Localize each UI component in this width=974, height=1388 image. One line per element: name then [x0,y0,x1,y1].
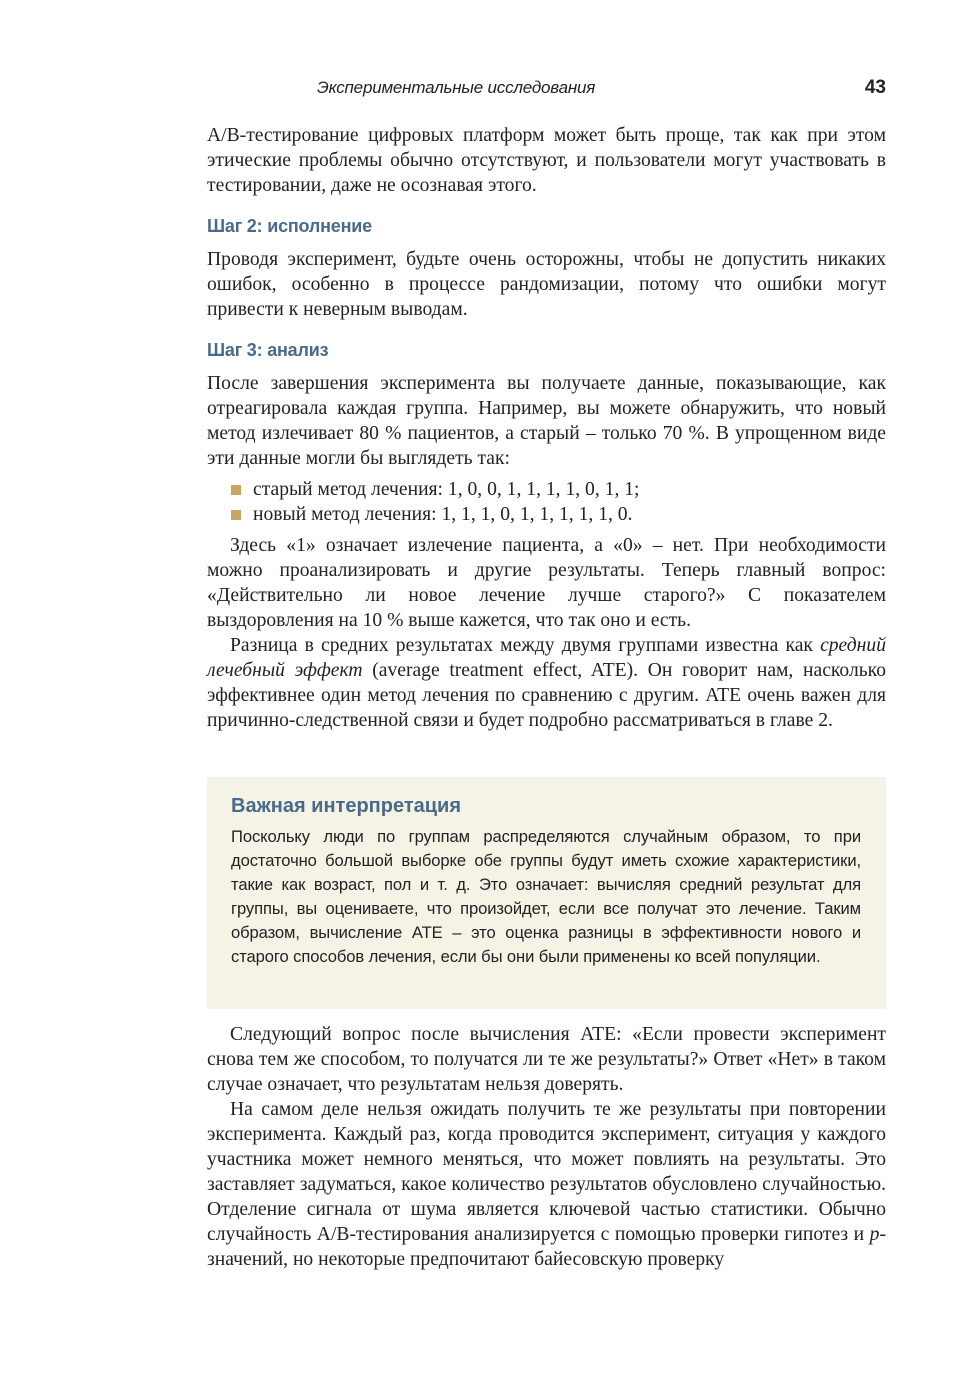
paragraph-text: (average treatment effect, ATE). Он говорит нам, насколько эффективнее один метод лечения по сравнению с другим. ATE очень важен для причинно-следственной связи и будет подробно рассматриваться в главе 2. [207,660,886,731]
p-value-italic: p [869,1224,880,1245]
step3-heading: Шаг 3: анализ [207,340,329,360]
square-bullet-icon [231,510,241,520]
step3-paragraph-3 [207,633,886,733]
after-callout-paragraph-2 [207,1097,886,1272]
running-title: Экспериментальные исследования [317,78,596,97]
page-number: 43 [864,77,886,98]
paragraph-text: На самом деле нельзя ожидать получить те же результаты при повторении эксперимента. Каждый раз, когда проводится эксперимент, ситуация у каждого участника может немного меняться, что может повлиять на результаты. Это заставляет задуматься, какое количество результатов обусловлено случайностью. Отделение сигнала от шума является ключевой частью статистики. Обычно случайность A/B-тестирования анализируется с помощью проверки гипотез и [207,1099,886,1245]
callout-box [207,777,886,1009]
list-item [207,477,886,502]
list-item-text: старый метод лечения: 1, 0, 0, 1, 1, 1, 1, 0, 1, 1; [253,479,640,500]
list-item [207,502,886,527]
after-callout-paragraph-1: Следующий вопрос после вычисления ATE: «Если провести эксперимент снова тем же способом, то получатся ли те же результаты?» Ответ «Нет» в таком случае означает, что результатам нельзя доверять. [207,1024,886,1095]
step3-paragraph: После завершения эксперимента вы получаете данные, показывающие, как отреагировала каждая группа. Например, вы можете обнаружить, что новый метод излечивает 80 % пациентов, а старый – только 70 %. В упрощенном виде эти данные могли бы выглядеть так: [207,373,886,469]
data-list [207,477,886,527]
step2-paragraph: Проводя эксперимент, будьте очень осторожны, чтобы не допустить никаких ошибок, особенно в процессе рандомизации, потому что ошибки могут привести к неверным выводам. [207,249,886,320]
intro-paragraph: A/B-тестирование цифровых платформ может быть проще, так как при этом этические проблемы обычно отсутствуют, и пользователи могут участвовать в тестировании, даже не осознавая этого. [207,125,886,196]
paragraph-text: -значений, но некоторые предпочитают байесовскую проверку [207,1224,886,1270]
paragraph-text: Разница в средних результатах между двумя группами известна как [230,635,821,656]
list-item-text: новый метод лечения: 1, 1, 1, 0, 1, 1, 1, 1, 1, 0. [253,504,633,525]
step3-paragraph-2: Здесь «1» означает излечение пациента, а «0» – нет. При необходимости можно проанализировать и другие результаты. Теперь главный вопрос: «Действительно ли новое лечение лучше старого?» С показателем выздоровления на 10 % выше кажется, что так оно и есть. [207,535,886,631]
term-italic: средний лечебный эффект [207,635,886,681]
callout-text: Поскольку люди по группам распределяются случайным образом, то при достаточно большой выборке обе группы будут иметь схожие характеристики, такие как возраст, пол и т. д. Это означает: вычисляя средний результат для группы, вы оцениваете, что произойдет, если все получат это лечение. Таким образом, вычисление ATE – это оценка разницы в эффективности нового и старого способов лечения, если бы они были применены ко всей популяции. [231,827,861,966]
step2-heading: Шаг 2: исполнение [207,216,372,236]
square-bullet-icon [231,485,241,495]
running-header [207,78,886,102]
callout-title: Важная интерпретация [231,795,462,817]
